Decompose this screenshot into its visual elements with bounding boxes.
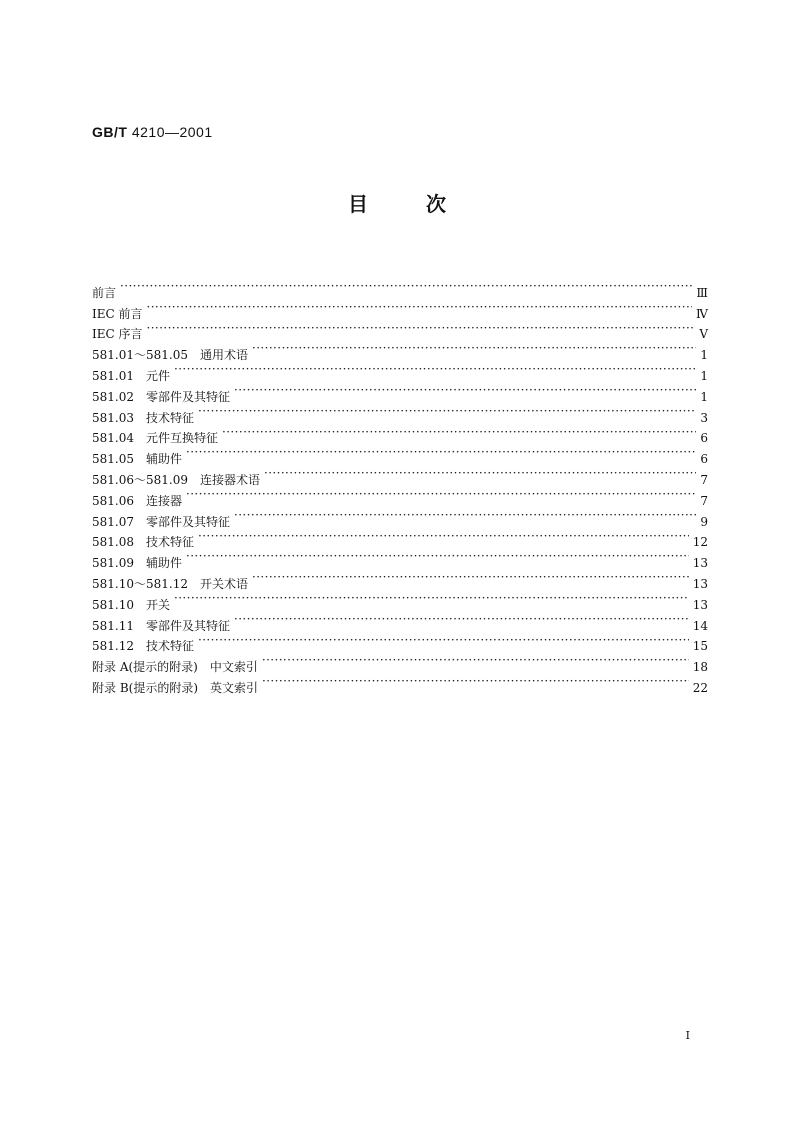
- toc-entry-page: 12: [692, 535, 708, 550]
- toc-entry-page: 6: [700, 452, 708, 467]
- toc-leader-dots: [147, 318, 696, 339]
- toc-leader-dots: [198, 630, 689, 651]
- toc-leader-dots: [186, 546, 689, 567]
- toc-leader-dots: [252, 338, 696, 359]
- toc-entry[interactable]: [92, 318, 708, 342]
- toc-entry-label: 581.11 零部件及其特征: [92, 618, 230, 633]
- toc-entry-label: 附录 B(提示的附录) 英文索引: [92, 680, 258, 695]
- toc-entry-page: 18: [692, 660, 708, 675]
- toc-entry-page: 13: [692, 556, 708, 571]
- toc-leader-dots: [147, 297, 693, 318]
- toc-entry-label: 581.12 技术特征: [92, 639, 194, 654]
- table-of-contents: [92, 276, 708, 695]
- toc-entry-label: IEC 序言: [92, 327, 143, 342]
- page-title: 目次: [348, 192, 504, 216]
- toc-entry-label: 附录 A(提示的附录) 中文索引: [92, 660, 258, 675]
- toc-entry-page: 1: [700, 389, 708, 404]
- toc-entry-page: 15: [692, 639, 708, 654]
- toc-entry-page: Ⅴ: [699, 327, 708, 342]
- toc-entry-label: 581.04 元件互换特征: [92, 431, 218, 446]
- toc-leader-dots: [234, 380, 696, 401]
- toc-entry[interactable]: [92, 338, 708, 363]
- toc-entry-page: 7: [700, 493, 708, 508]
- toc-entry-page: 1: [700, 348, 708, 363]
- toc-entry-page: 7: [700, 472, 708, 487]
- toc-leader-dots: [234, 505, 696, 526]
- toc-entry-page: Ⅲ: [696, 285, 708, 300]
- toc-leader-dots: [252, 567, 689, 588]
- toc-entry-label: 前言: [92, 285, 117, 300]
- toc-entry[interactable]: [92, 505, 708, 529]
- toc-entry-label: 581.05 辅助件: [92, 452, 182, 467]
- toc-entry-label: 581.06 连接器: [92, 493, 182, 508]
- toc-entry-page: 13: [692, 576, 708, 591]
- toc-entry-page: 9: [700, 514, 708, 529]
- toc-entry[interactable]: [92, 463, 708, 487]
- toc-entry[interactable]: [92, 588, 708, 612]
- toc-entry-label: 581.03 技术特征: [92, 410, 194, 425]
- toc-leader-dots: [234, 609, 689, 630]
- toc-entry-label: 581.07 零部件及其特征: [92, 514, 230, 529]
- toc-leader-dots: [198, 401, 696, 422]
- toc-leader-dots: [174, 588, 689, 609]
- toc-leader-dots: [174, 359, 696, 380]
- standard-code: GB/T: [92, 124, 128, 140]
- toc-entry-page: 1: [700, 368, 708, 383]
- toc-leader-dots: [120, 276, 692, 297]
- toc-entry-label: 581.08 技术特征: [92, 535, 194, 550]
- toc-leader-dots: [264, 463, 696, 484]
- toc-entry-page: Ⅳ: [696, 306, 708, 321]
- toc-entry-page: 22: [692, 680, 708, 695]
- toc-entry-label: 581.10～581.12 开关术语: [92, 576, 248, 591]
- toc-leader-dots: [186, 484, 696, 505]
- toc-entry-label: 581.10 开关: [92, 597, 170, 612]
- toc-leader-dots: [186, 442, 696, 463]
- toc-entry-page: 13: [692, 597, 708, 612]
- toc-leader-dots: [222, 422, 696, 443]
- toc-entry-label: IEC 前言: [92, 306, 143, 321]
- toc-entry[interactable]: [92, 567, 708, 591]
- toc-leader-dots: [262, 650, 689, 671]
- toc-entry[interactable]: [92, 359, 708, 383]
- toc-entry[interactable]: [92, 297, 708, 321]
- toc-entry[interactable]: [92, 380, 708, 404]
- toc-entry-label: 581.06～581.09 连接器术语: [92, 472, 260, 487]
- toc-entry-label: 581.01～581.05 通用术语: [92, 348, 248, 363]
- toc-entry-label: 581.09 辅助件: [92, 556, 182, 571]
- toc-entry-label: 581.02 零部件及其特征: [92, 389, 230, 404]
- toc-entry-page: 14: [692, 618, 708, 633]
- toc-leader-dots: [262, 671, 689, 692]
- toc-entry-page: 3: [700, 410, 708, 425]
- toc-entry[interactable]: [92, 276, 708, 300]
- toc-entry-label: 581.01 元件: [92, 368, 170, 383]
- page-number: I: [685, 1029, 690, 1042]
- standard-number: 4210—2001: [131, 124, 213, 140]
- toc-entry-page: 6: [700, 431, 708, 446]
- toc-leader-dots: [198, 526, 689, 547]
- toc-entry[interactable]: [92, 609, 708, 633]
- document-header: [92, 124, 213, 140]
